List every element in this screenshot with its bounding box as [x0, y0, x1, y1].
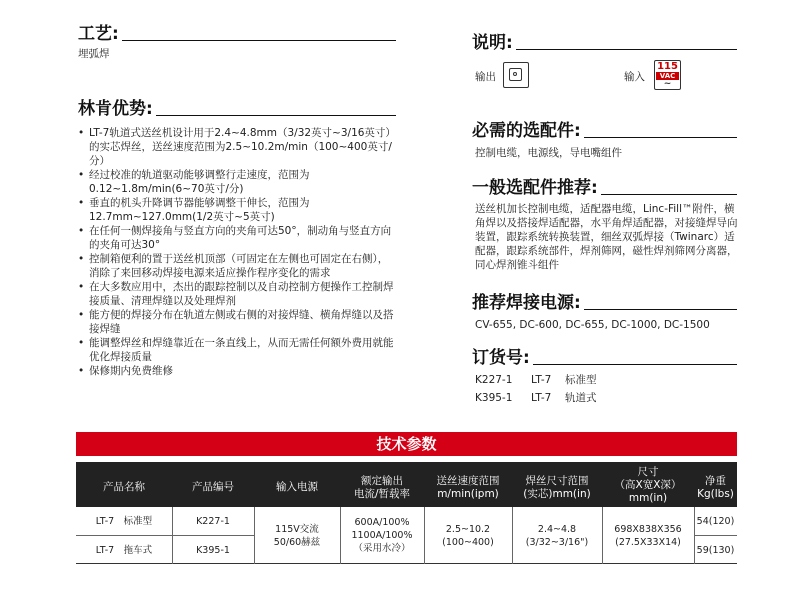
- ordering-heading: [472, 348, 737, 368]
- required-heading: [472, 121, 737, 141]
- heading-rule: [516, 49, 737, 50]
- header-rated-line2: 电流/暂载率: [353, 487, 411, 500]
- order-type: 标准型: [565, 374, 597, 386]
- output-terminal-inner: [509, 68, 522, 81]
- heading-rule: [122, 40, 396, 41]
- header-weight-line2: Kg(lbs): [697, 487, 734, 500]
- advantage-item: • 在大多数应用中，杰出的跟踪控制以及自动控制方便操作工控制焊接质量、清理焊缝以及处理焊剂: [78, 280, 396, 308]
- order-row: [475, 391, 597, 405]
- legend-heading-text: 说明:: [472, 33, 513, 53]
- header-input: 输入电源: [276, 481, 318, 493]
- header-size: [602, 462, 694, 507]
- rated-line3: （采用水冷）: [353, 543, 411, 554]
- heading-rule: [584, 137, 737, 138]
- order-model: LT-7: [531, 374, 552, 386]
- header-rated: [340, 462, 424, 507]
- legend-heading: [472, 33, 737, 53]
- advantages-list: [78, 126, 396, 378]
- output-terminal-icon: [503, 62, 529, 88]
- wire-line2: (3/32~3/16"): [525, 536, 589, 548]
- speed-line1: 2.5~10.2: [445, 523, 491, 535]
- header-wire: [512, 462, 602, 507]
- header-number: 产品编号: [192, 481, 234, 493]
- optional-text: 送丝机加长控制电缆，适配器电缆，Linc-Fill™附件，横角焊以及搭接焊适配器，水平角焊适配器，对接缝焊导向装置，跟踪系统转换装置，细丝双弧焊接（Twinarc）适配器，跟踪系统部件，焊剂筛网，磁性焊剂筛网分离器，同心焊剂锥斗组件: [475, 203, 738, 271]
- ordering-heading-text: 订货号:: [472, 348, 530, 368]
- order-model: LT-7: [531, 392, 552, 404]
- header-size-line3: mm(in): [628, 492, 668, 504]
- advantage-item: • 保修期内免费维修: [78, 364, 396, 378]
- header-size-line1: 尺寸: [637, 466, 659, 478]
- row1-weight: 54(120): [696, 515, 735, 527]
- header-speed-line2: m/min(ipm): [437, 487, 499, 500]
- header-name: 产品名称: [103, 481, 145, 493]
- header-speed: [424, 462, 512, 507]
- optional-heading: [472, 178, 737, 198]
- shared-wire: [512, 507, 602, 564]
- advantage-item: • LT-7轨道式送丝机设计用于2.4~4.8mm（3/32英寸~3/16英寸）的实芯焊丝，送丝速度范围为2.5~10.2m/min（100~400英寸/分）: [78, 126, 396, 168]
- shared-input: [254, 507, 340, 564]
- advantage-item: • 在任何一侧焊接角与竖直方向的夹角可达50°，制动角与竖直方向的夹角可达30°: [78, 224, 396, 252]
- row2-name: LT-7 拖车式: [95, 544, 153, 556]
- advantages-heading-text: 林肯优势:: [78, 99, 153, 119]
- header-weight: [694, 462, 737, 507]
- shared-size: [602, 507, 694, 564]
- specs-table-header: [76, 462, 737, 507]
- row2-weight: 59(130): [696, 544, 735, 556]
- vac-unit: VAC: [656, 72, 679, 80]
- order-type: 轨道式: [565, 392, 597, 404]
- vac-number: 115: [657, 61, 678, 72]
- order-row: [475, 373, 597, 387]
- advantage-item: • 垂直的机头升降调节器能够调整干伸长，范围为12.7mm~127.0mm(1/2英寸~5英寸): [78, 196, 396, 224]
- process-value: 埋弧焊: [78, 48, 110, 60]
- ac-wave-icon: ~: [663, 79, 672, 89]
- order-code: K227-1: [475, 374, 513, 386]
- rated-line1: 600A/100%: [354, 517, 410, 528]
- row2-number: K395-1: [196, 544, 230, 556]
- header-wire-line1: 焊丝尺寸范围: [525, 474, 589, 487]
- speed-line2: (100~400): [442, 536, 494, 548]
- input-label: 输入: [624, 71, 645, 83]
- size-line2: (27.5X33X14): [615, 536, 681, 548]
- header-wire-line2: (实芯)mm(in): [523, 487, 591, 500]
- wire-line1: 2.4~4.8: [537, 523, 577, 535]
- rated-line2: 1100A/100%: [351, 530, 413, 541]
- heading-rule: [601, 194, 737, 195]
- row1-name: LT-7 标准型: [95, 515, 153, 527]
- power-text: CV-655, DC-600, DC-655, DC-1000, DC-1500: [475, 319, 710, 331]
- header-rated-line1: 额定输出: [361, 474, 403, 487]
- vac-input-icon: [654, 60, 681, 90]
- power-heading-text: 推荐焊接电源:: [472, 293, 581, 313]
- input-line1: 115V交流: [275, 523, 319, 535]
- input-line2: 50/60赫兹: [273, 536, 321, 548]
- advantage-item: • 能调整焊丝和焊缝靠近在一条直线上，从而无需任何额外费用就能优化焊接质量: [78, 336, 396, 364]
- order-code: K395-1: [475, 392, 513, 404]
- process-heading: [78, 24, 396, 44]
- heading-rule: [584, 309, 737, 310]
- row1-number: K227-1: [196, 515, 230, 527]
- heading-rule: [533, 364, 737, 365]
- optional-heading-text: 一般选配件推荐:: [472, 178, 598, 198]
- advantage-item: • 能方便的焊接分布在轨道左侧或右侧的对接焊缝、横角焊缝以及搭接焊缝: [78, 308, 396, 336]
- specs-table-body: [76, 507, 737, 564]
- shared-speed: [424, 507, 512, 564]
- advantage-item: • 控制箱便利的置于送丝机顶部（可固定在左侧也可固定在右侧），消除了来回移动焊接电源来适应操作程序变化的需求: [78, 252, 396, 280]
- output-label: 输出: [475, 71, 496, 83]
- heading-rule: [156, 115, 396, 116]
- required-text: 控制电缆，电源线，导电嘴组件: [475, 147, 622, 159]
- power-heading: [472, 293, 737, 313]
- output-terminal-dot: [513, 72, 517, 76]
- header-speed-line1: 送丝速度范围: [436, 474, 500, 487]
- process-heading-text: 工艺:: [78, 24, 119, 44]
- header-size-line2: （高X宽X深）: [614, 479, 682, 491]
- specs-title-bar: 技术参数: [76, 432, 737, 456]
- advantage-item: • 经过校准的轨道驱动能够调整行走速度，范围为0.12~1.8m/min(6~70英寸/分): [78, 168, 396, 196]
- size-line1: 698X838X356: [614, 523, 682, 535]
- header-weight-line1: 净重: [705, 474, 726, 487]
- shared-rated: [340, 507, 424, 564]
- advantages-heading: [78, 99, 396, 119]
- required-heading-text: 必需的选配件:: [472, 121, 581, 141]
